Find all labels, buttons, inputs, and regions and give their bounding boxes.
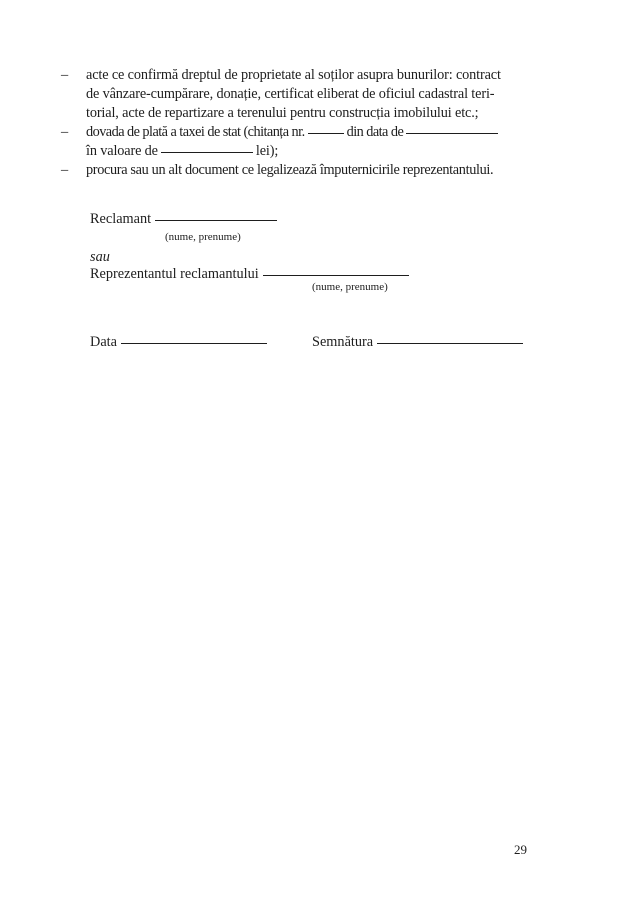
representative-label: Reprezentantul reclamantului [90,266,259,282]
claimant-hint: (nume, prenume) [165,231,241,243]
receipt-date-blank [406,132,498,134]
currency-text: lei); [255,143,279,159]
list-item [61,161,533,180]
list-item-line: procura sau un alt document ce legalizează împuternicirile reprezentantului. [86,162,494,178]
receipt-number-blank [308,132,344,134]
date-of-text: din data de [346,124,404,140]
fee-proof-text: dovada de plată a taxei de stat (chitanța nr. [86,124,305,140]
signature-line [312,333,523,351]
page-number: 29 [514,842,527,857]
date-blank [121,342,267,344]
amount-blank [161,151,253,153]
representative-name-blank [263,274,409,276]
required-documents-list [61,66,533,180]
or-label: sau [90,249,110,265]
claimant-name-blank [155,219,277,221]
list-item-line: torial, acte de repartizare a terenului pentru construcția imobilului etc.; [86,105,479,121]
list-dash: – [61,67,68,83]
list-item-line [86,142,533,161]
list-item-line: acte ce confirmă dreptul de proprietate al soților asupra bunurilor: contract [86,67,501,83]
list-item [61,66,533,123]
date-label: Data [90,334,117,350]
amount-text: în valoare de [86,143,158,159]
list-item-line [86,123,533,142]
list-dash: – [61,124,68,140]
list-dash: – [61,162,68,178]
list-item [61,123,533,161]
claimant-label: Reclamant [90,211,152,227]
signature-label: Semnătura [312,334,374,350]
date-line [90,333,267,351]
signature-blank [377,342,523,344]
claimant-line [90,210,277,228]
representative-hint: (nume, prenume) [312,281,388,293]
list-item-line: de vânzare-cumpărare, donație, certificat eliberat de oficiul cadastral teri- [86,86,495,102]
